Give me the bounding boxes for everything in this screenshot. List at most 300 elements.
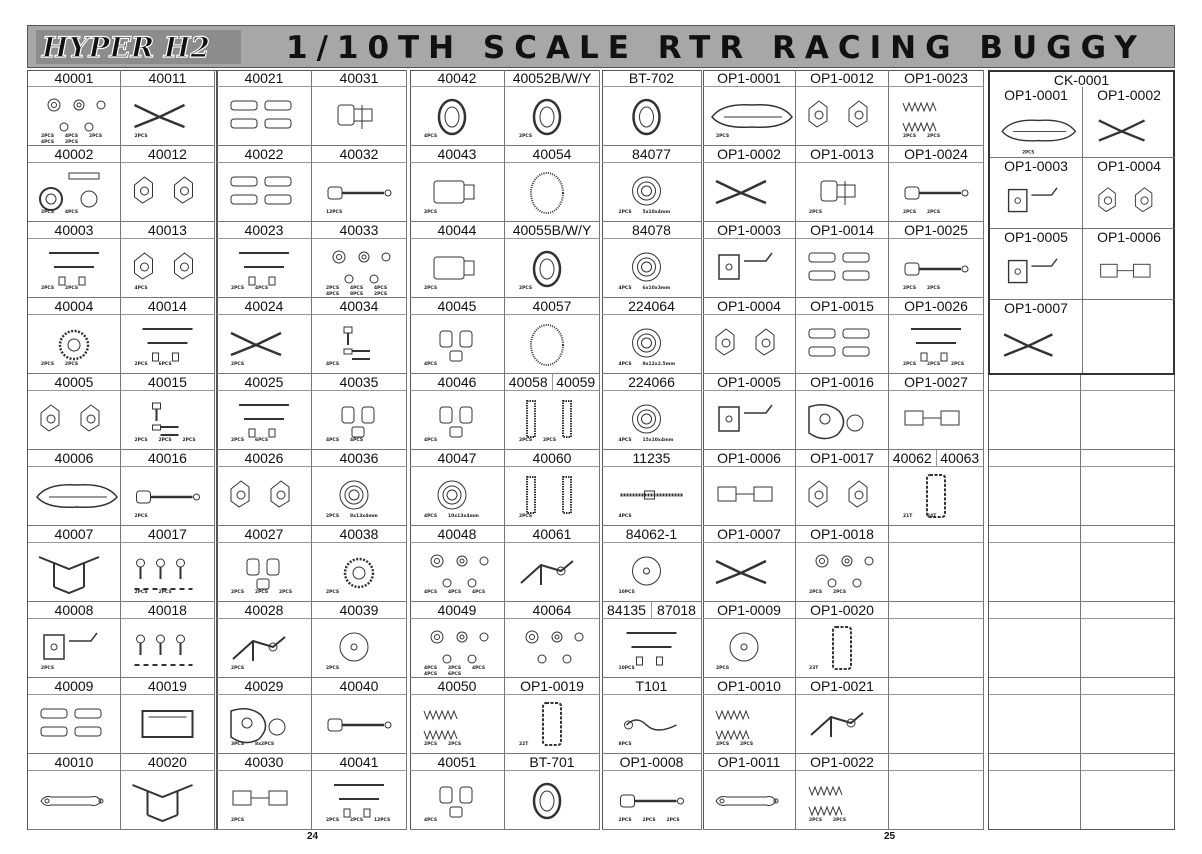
shock-tower-icon	[28, 543, 120, 601]
quantity-label: 24T	[927, 514, 937, 519]
hub-carrier-icon	[217, 467, 311, 525]
hub-carrier-icon	[796, 467, 888, 525]
part-cell	[312, 602, 407, 678]
pins-icon	[889, 315, 983, 373]
part-number: 40005	[28, 374, 120, 391]
kit-part-cell	[1083, 87, 1175, 158]
part-number	[505, 374, 599, 391]
part-cell	[217, 678, 312, 754]
part-cell	[121, 526, 215, 602]
part-cell	[703, 298, 796, 374]
foam-icon	[505, 163, 599, 221]
plates-icon	[796, 239, 888, 297]
quantity-label: 2PCS	[903, 210, 917, 215]
part-cell	[505, 222, 600, 298]
quantity-label: 2PCS	[41, 286, 55, 291]
part-number: 40030	[217, 754, 311, 771]
part-number: OP1-0007	[703, 526, 795, 543]
cap-icon	[410, 391, 504, 449]
quantity-label: 2PCS	[41, 362, 55, 367]
part-cell	[410, 602, 505, 678]
kit-part-cell	[1083, 300, 1175, 373]
part-number: OP1-0019	[505, 678, 599, 695]
quantity-label: 2PCS	[231, 438, 245, 443]
quantity-label: 2PCS	[716, 742, 730, 747]
part-cell	[796, 298, 889, 374]
quantity-label: 2PCS	[350, 818, 364, 823]
part-number-code: 84135	[602, 602, 652, 618]
part-number-code: 40062	[889, 450, 937, 466]
part-number: 40036	[312, 450, 406, 467]
part-cell	[796, 146, 889, 222]
quantity-label: 6PCS	[158, 362, 172, 367]
bracket-icon	[703, 239, 795, 297]
disc-icon	[602, 543, 701, 601]
part-number: OP1-0008	[602, 754, 701, 771]
quantity-label: 2PCS	[809, 590, 823, 595]
bracket-icon	[990, 175, 1082, 228]
part-number: OP1-0003	[703, 222, 795, 239]
suspension-arm-icon	[1083, 104, 1175, 157]
part-cell	[312, 754, 407, 830]
part-number: 40033	[312, 222, 406, 239]
mounts-icon	[217, 771, 311, 829]
ball-stud-icon	[312, 315, 406, 373]
quantity-label: 6PCS	[255, 438, 269, 443]
part-number: 40041	[312, 754, 406, 771]
wheel-icon	[410, 87, 504, 145]
quantity-label: 2PCS	[833, 818, 847, 823]
part-cell	[889, 678, 984, 754]
part-cell	[602, 374, 702, 450]
part-cell	[703, 754, 796, 830]
mounts-icon	[703, 467, 795, 525]
part-cell	[602, 602, 702, 678]
quantity-label: 4PCS	[618, 362, 632, 367]
quantity-label: 12PCS	[326, 210, 343, 215]
suspension-arm-icon	[990, 317, 1082, 373]
quantity-label: 2PCS	[519, 134, 533, 139]
part-cell	[796, 222, 889, 298]
part-number: OP1-0020	[796, 602, 888, 619]
part-number: OP1-0013	[796, 146, 888, 163]
part-number: 40052B/W/Y	[505, 70, 599, 87]
quantity-label: 10PCS	[618, 590, 635, 595]
kit-title: CK-0001	[1053, 72, 1110, 88]
part-cell	[312, 374, 407, 450]
part-cell	[602, 450, 702, 526]
part-number: 40010	[28, 754, 120, 771]
quantity-label: 2PCS	[326, 286, 340, 291]
quantity-label: 2PCS	[519, 438, 533, 443]
part-number: OP1-0009	[703, 602, 795, 619]
quantity-label: 4PCS	[618, 514, 632, 519]
shock-absorber-icon	[505, 391, 599, 449]
part-cell	[121, 678, 215, 754]
quantity-label: 2PCS	[927, 134, 941, 139]
plates-icon	[217, 163, 311, 221]
part-cell	[602, 298, 702, 374]
part-cell	[703, 70, 796, 146]
bulkhead-icon	[28, 619, 120, 677]
quantity-label: 2PCS	[231, 818, 245, 823]
cap-icon	[410, 315, 504, 373]
part-cell	[312, 70, 407, 146]
bumper-icon	[121, 695, 214, 753]
part-number: 40060	[505, 450, 599, 467]
pins-icon	[121, 315, 214, 373]
part-cell	[703, 374, 796, 450]
part-cell	[602, 754, 702, 830]
part-number: 40055B/W/Y	[505, 222, 599, 239]
part-number-code: 40059	[556, 374, 596, 390]
part-number: 40061	[505, 526, 599, 543]
part-cell	[121, 222, 215, 298]
part-number: OP1-0014	[796, 222, 888, 239]
spring-icon	[796, 771, 888, 829]
chassis-icon	[703, 87, 795, 145]
part-cell	[121, 374, 215, 450]
quantity-label: 2PCS	[927, 286, 941, 291]
part-cell	[217, 754, 312, 830]
plates-icon	[796, 315, 888, 373]
plates-icon	[28, 695, 120, 753]
part-cell	[505, 146, 600, 222]
pins-icon	[602, 619, 701, 677]
part-cell	[121, 146, 215, 222]
kit-part-cell	[990, 300, 1083, 373]
part-number: OP1-0006	[1097, 229, 1161, 245]
part-number: 40011	[121, 70, 214, 87]
quantity-label: 4PCS	[326, 438, 340, 443]
part-cell	[703, 222, 796, 298]
part-number	[889, 526, 983, 543]
quantity-label: 6x10x3mm	[642, 286, 671, 291]
quantity-label: 2PCS	[740, 742, 754, 747]
driveshaft-icon	[889, 163, 983, 221]
pinion-icon	[796, 619, 888, 677]
quantity-label: 2PCS	[134, 134, 148, 139]
part-number: 40046	[410, 374, 504, 391]
part-number: 40023	[217, 222, 311, 239]
quantity-label: 2PCS	[65, 286, 79, 291]
quantity-label: 2PCS	[89, 134, 103, 139]
motor-mount-icon	[505, 543, 599, 601]
part-number	[889, 450, 983, 467]
shaft-icon	[121, 467, 214, 525]
quantity-label: 2PCS	[809, 210, 823, 215]
part-cell	[312, 526, 407, 602]
part-cell	[217, 70, 312, 146]
clip-icon	[602, 695, 701, 753]
part-number-code: 40063	[940, 450, 980, 466]
quantity-label: 4PCS	[424, 590, 438, 595]
links-icon	[121, 543, 214, 601]
part-number: 40042	[410, 70, 504, 87]
part-number	[889, 678, 983, 695]
part-number: 40020	[121, 754, 214, 771]
part-cell	[505, 678, 600, 754]
part-cell	[217, 450, 312, 526]
part-cell	[602, 70, 702, 146]
part-number: OP1-0021	[796, 678, 888, 695]
quantity-label: 2PCS	[326, 514, 340, 519]
quantity-label: 12PCS	[374, 818, 391, 823]
chassis-icon	[28, 467, 120, 525]
spring-icon	[703, 695, 795, 753]
bearing-icon	[312, 467, 406, 525]
part-number: OP1-0015	[796, 298, 888, 315]
part-number-code: 87018	[657, 602, 696, 618]
part-number: OP1-0001	[1004, 87, 1068, 103]
quantity-label: 2PCS	[231, 666, 245, 671]
kit-part-cell	[990, 87, 1083, 158]
part-number: OP1-0005	[1004, 229, 1068, 245]
quantity-label: 2PCS	[326, 666, 340, 671]
part-number: OP1-0022	[796, 754, 888, 771]
part-number: OP1-0027	[889, 374, 983, 391]
quantity-label: 2PCS	[279, 590, 293, 595]
bearing-icon	[602, 391, 701, 449]
hub-carrier-icon	[796, 87, 888, 145]
pins-icon	[312, 771, 406, 829]
part-number: 40017	[121, 526, 214, 543]
part-number: 224066	[602, 374, 701, 391]
quantity-label: 2PCS	[158, 590, 172, 595]
part-cell	[410, 678, 505, 754]
part-number: 40019	[121, 678, 214, 695]
part-number: 40007	[28, 526, 120, 543]
part-number: OP1-0001	[703, 70, 795, 87]
hub-carrier-icon	[28, 391, 120, 449]
cup-icon	[796, 163, 888, 221]
suspension-arm-icon	[217, 315, 311, 373]
quantity-label: 2PCS	[182, 438, 196, 443]
part-cell	[28, 450, 121, 526]
hub-carrier-icon	[1083, 175, 1175, 228]
quantity-label: 2PCS	[809, 818, 823, 823]
part-number: 40029	[217, 678, 311, 695]
part-cell	[889, 70, 984, 146]
quantity-label: 2PCS	[326, 590, 340, 595]
part-cell	[28, 374, 121, 450]
motor-mount-icon	[796, 695, 888, 753]
quantity-label: 15x10x4mm	[642, 438, 674, 443]
part-cell	[410, 222, 505, 298]
part-number: 40009	[28, 678, 120, 695]
bushings-icon	[312, 391, 406, 449]
part-number: 40022	[217, 146, 311, 163]
servo-saver-icon	[217, 619, 311, 677]
part-number: 40040	[312, 678, 406, 695]
part-number: OP1-0004	[1097, 158, 1161, 174]
gear-cover-icon	[796, 391, 888, 449]
part-number: 40012	[121, 146, 214, 163]
part-cell	[889, 298, 984, 374]
part-cell	[703, 146, 796, 222]
part-number: OP1-0002	[1097, 87, 1161, 103]
part-number: 40003	[28, 222, 120, 239]
quantity-label: 2PCS	[543, 438, 557, 443]
shock-absorber-icon	[505, 467, 599, 525]
hub-carrier-icon	[703, 315, 795, 373]
shaft-icon	[312, 695, 406, 753]
part-number: 40039	[312, 602, 406, 619]
part-number: 11235	[602, 450, 701, 467]
quantity-label: 4PCS	[472, 666, 486, 671]
quantity-label: 2PCS	[134, 514, 148, 519]
quantity-label: 4PCS	[424, 672, 438, 677]
shock-body-icon	[410, 163, 504, 221]
part-number: OP1-0002	[703, 146, 795, 163]
quantity-label: 2PCS	[65, 140, 79, 145]
part-number: 40051	[410, 754, 504, 771]
kit-part-cell	[990, 158, 1083, 229]
part-cell	[889, 602, 984, 678]
part-number: 40021	[217, 70, 311, 87]
part-cell	[312, 678, 407, 754]
brace-icon	[703, 771, 795, 829]
part-number: 40045	[410, 298, 504, 315]
part-cell	[410, 374, 505, 450]
mounts-icon	[1083, 246, 1175, 299]
quantity-label: 2PCS	[951, 362, 965, 367]
part-cell	[505, 374, 600, 450]
part-number: OP1-0016	[796, 374, 888, 391]
quantity-label: 2PCS	[65, 362, 79, 367]
part-number: 40016	[121, 450, 214, 467]
hyper-h2-logo	[36, 30, 241, 64]
part-cell	[796, 374, 889, 450]
bracket-icon	[703, 391, 795, 449]
part-number: 40064	[505, 602, 599, 619]
quantity-label: 4PCS	[618, 438, 632, 443]
quantity-label: 4PCS	[424, 134, 438, 139]
part-number: 40027	[217, 526, 311, 543]
part-cell	[28, 678, 121, 754]
quantity-label: 2PCS	[642, 818, 656, 823]
part-cell	[312, 298, 407, 374]
quantity-label: 2PCS	[903, 286, 917, 291]
spring-icon	[889, 87, 983, 145]
part-cell	[602, 526, 702, 602]
quantity-label: 2PCS	[519, 286, 533, 291]
part-cell	[505, 450, 600, 526]
title-banner	[27, 25, 1175, 68]
quantity-label: 4PCS	[424, 514, 438, 519]
part-cell	[121, 298, 215, 374]
disc-icon	[312, 619, 406, 677]
screws-icon	[121, 391, 214, 449]
quantity-label: 2PCS	[41, 666, 55, 671]
quantity-label: 2PCS	[424, 210, 438, 215]
part-cell	[28, 754, 121, 830]
quantity-label: 10x13x4mm	[448, 514, 479, 519]
part-number	[889, 754, 983, 771]
quantity-label: 4PCS	[326, 362, 340, 367]
part-cell	[410, 298, 505, 374]
nuts-icon	[796, 543, 888, 601]
part-cell	[217, 222, 312, 298]
part-number: 40015	[121, 374, 214, 391]
part-number: OP1-0018	[796, 526, 888, 543]
part-number: 40047	[410, 450, 504, 467]
part-cell	[889, 526, 984, 602]
part-number: OP1-0017	[796, 450, 888, 467]
part-cell	[28, 602, 121, 678]
brace-icon	[28, 771, 120, 829]
part-number: 40013	[121, 222, 214, 239]
quantity-label: 6PCS	[448, 672, 462, 677]
part-number: OP1-0003	[1004, 158, 1068, 174]
part-cell	[796, 678, 889, 754]
part-cell	[505, 602, 600, 678]
quantity-label: 2PCS	[716, 134, 730, 139]
quantity-label: 2PCS	[231, 590, 245, 595]
differential-icon	[28, 163, 120, 221]
part-cell	[121, 70, 215, 146]
part-number: 84078	[602, 222, 701, 239]
part-number: OP1-0023	[889, 70, 983, 87]
quantity-label: 2PCS	[618, 210, 632, 215]
part-cell	[217, 526, 312, 602]
pinion-icon	[889, 467, 983, 525]
quantity-label: 2PCS	[833, 590, 847, 595]
quantity-label: 4PCS	[255, 286, 269, 291]
quantity-label: 4PCS	[424, 666, 438, 671]
part-number: OP1-0004	[703, 298, 795, 315]
quantity-label: 2PCS	[519, 514, 533, 519]
quantity-label: 2PCS	[231, 286, 245, 291]
kit-part-cell	[1083, 158, 1175, 229]
part-number	[602, 602, 701, 619]
part-number: 40034	[312, 298, 406, 315]
wheel-icon	[505, 239, 599, 297]
quantity-label: 5x10x4mm	[642, 210, 671, 215]
part-number: 224064	[602, 298, 701, 315]
wheel-icon	[505, 87, 599, 145]
conversion-kit-panel	[988, 70, 1175, 375]
driveshaft-icon	[889, 239, 983, 297]
part-number: 84077	[602, 146, 701, 163]
page-title: 1/10TH SCALE RTR RACING BUGGY	[286, 30, 1146, 66]
svg-text:HYPER H2: HYPER H2	[42, 31, 210, 64]
quantity-label: 2PCS	[374, 292, 388, 297]
part-number: OP1-0026	[889, 298, 983, 315]
quantity-label: 4PCS	[424, 362, 438, 367]
part-number: 40038	[312, 526, 406, 543]
quantity-label: 4PCS	[350, 438, 364, 443]
quantity-label: 4PCS	[65, 134, 79, 139]
quantity-label: 2PCS	[134, 590, 148, 595]
bearing-icon	[602, 315, 701, 373]
chassis-icon	[990, 104, 1082, 157]
part-cell	[889, 222, 984, 298]
quantity-label: 8x2PCS	[255, 742, 275, 747]
part-number: 40014	[121, 298, 214, 315]
part-number: OP1-0024	[889, 146, 983, 163]
part-cell	[217, 146, 312, 222]
bearing-icon	[602, 239, 701, 297]
part-cell	[410, 70, 505, 146]
part-cell	[410, 754, 505, 830]
cap-icon	[410, 771, 504, 829]
part-number: 40004	[28, 298, 120, 315]
quantity-label: 4PCS	[65, 210, 79, 215]
quantity-label: 4PCS	[472, 590, 486, 595]
part-number: 40025	[217, 374, 311, 391]
plates-icon	[217, 87, 311, 145]
